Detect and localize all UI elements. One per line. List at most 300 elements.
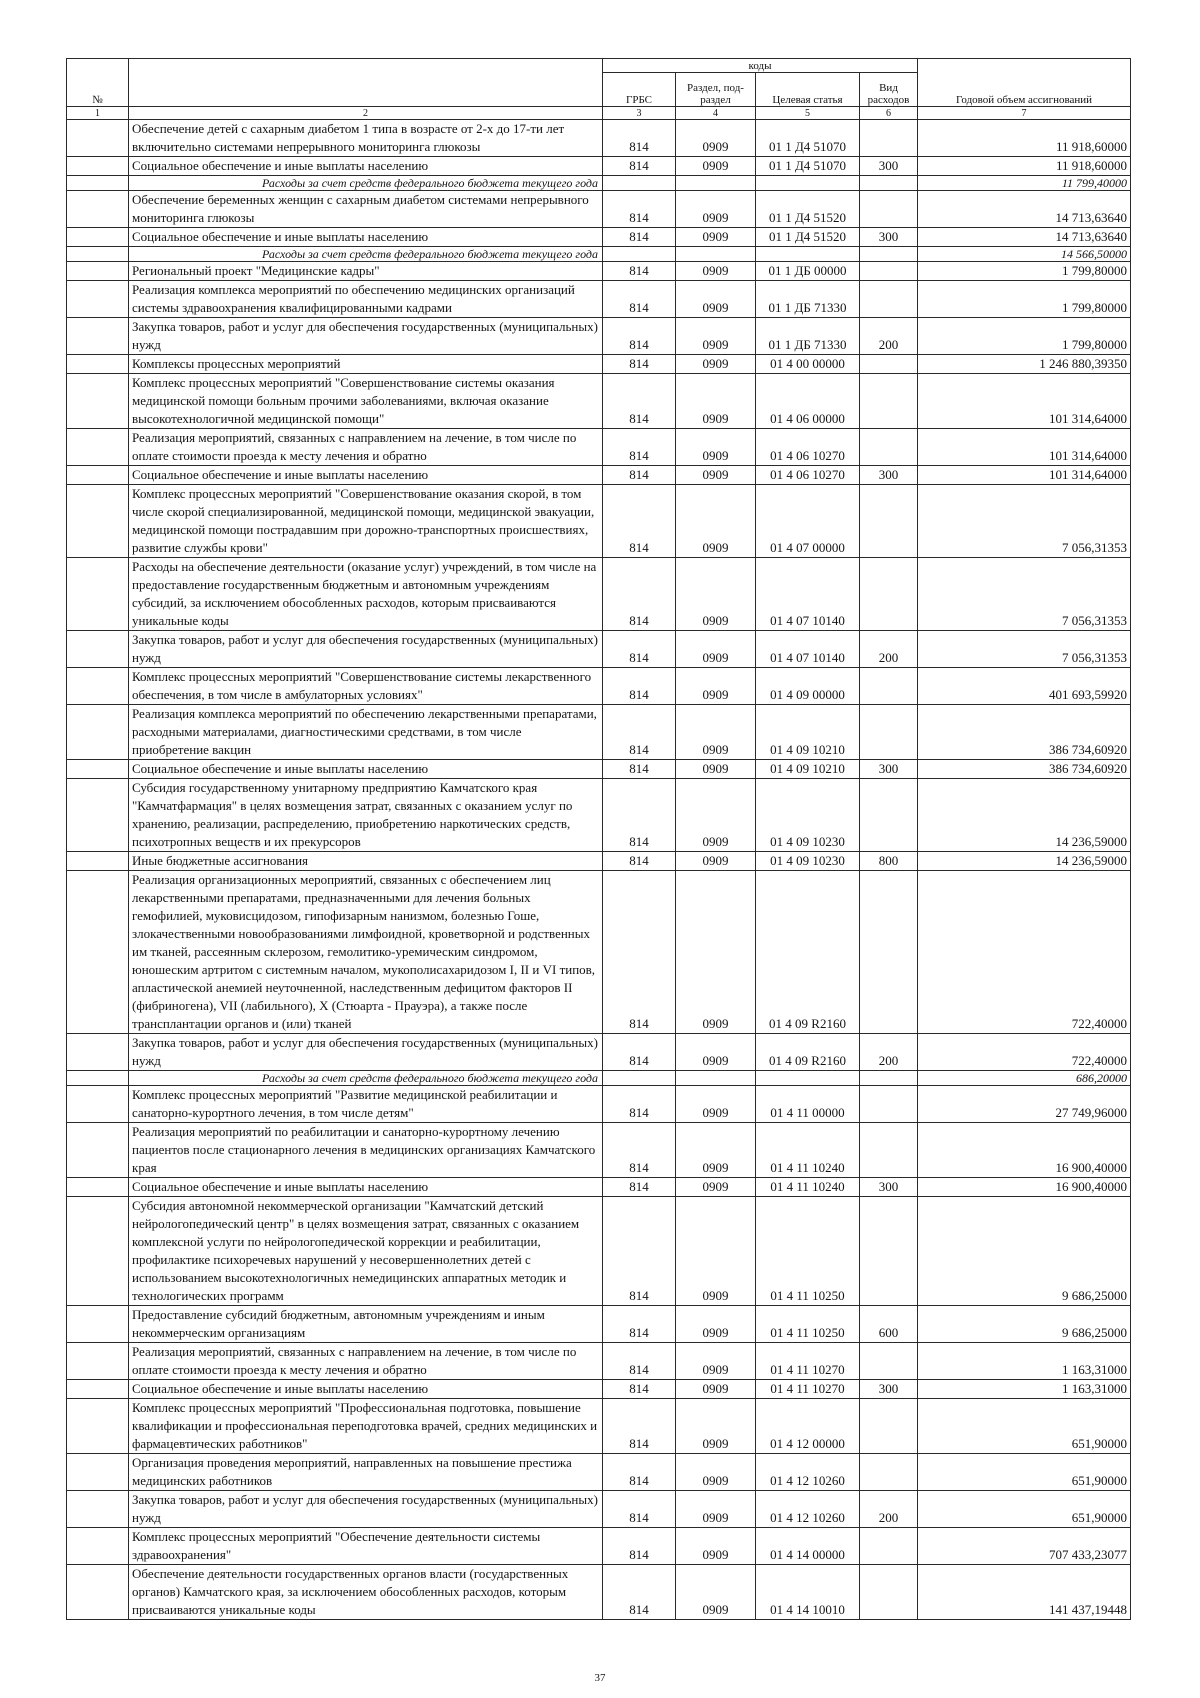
row-razdel: 0909 <box>676 1197 756 1306</box>
header-vid: Вид расходов <box>860 73 918 107</box>
row-vid <box>860 1343 918 1380</box>
row-grbs: 814 <box>603 429 676 466</box>
row-tselevaya <box>756 176 860 191</box>
row-description: Закупка товаров, работ и услуг для обеспечения государственных (муниципальных) нужд <box>129 1491 603 1528</box>
col-num: 3 <box>603 107 676 120</box>
row-description: Закупка товаров, работ и услуг для обеспечения государственных (муниципальных) нужд <box>129 1034 603 1071</box>
table-row <box>67 1034 1131 1071</box>
table-row <box>67 466 1131 485</box>
row-tselevaya: 01 4 12 10260 <box>756 1491 860 1528</box>
row-description: Расходы за счет средств федерального бюджета текущего года <box>129 176 603 191</box>
row-grbs: 814 <box>603 120 676 157</box>
column-number-row <box>67 107 1131 120</box>
row-description: Субсидия государственному унитарному предприятию Камчатского края "Камчатфармация" в целях возмещения затрат, связанных с оказанием услуг по хранению, реализации, распределению, приобретению наркотических средств, психотропных веществ и их прекурсоров <box>129 779 603 852</box>
row-tselevaya: 01 4 09 10230 <box>756 779 860 852</box>
row-number-cell <box>67 1565 129 1620</box>
row-number-cell <box>67 1178 129 1197</box>
row-vid <box>860 705 918 760</box>
row-grbs: 814 <box>603 281 676 318</box>
row-vid <box>860 668 918 705</box>
row-vid: 200 <box>860 631 918 668</box>
row-description: Комплекс процессных мероприятий "Обеспечение деятельности системы здравоохранения" <box>129 1528 603 1565</box>
row-description: Обеспечение деятельности государственных органов власти (государственных органов) Камчатского края, за исключением обособленных расходов, которым присваиваются уникальные коды <box>129 1565 603 1620</box>
table-row <box>67 1454 1131 1491</box>
row-amount: 11 918,60000 <box>918 157 1131 176</box>
row-description: Комплекс процессных мероприятий "Совершенствование оказания скорой, в том числе скорой специализированной, медицинской помощи, медицинской эвакуации, медицинской помощи пострадавшим при дорожно-транспортных происшествиях, развитие службы крови" <box>129 485 603 558</box>
table-body <box>67 120 1131 1620</box>
row-amount: 1 799,80000 <box>918 318 1131 355</box>
row-vid <box>860 262 918 281</box>
row-amount: 1 799,80000 <box>918 262 1131 281</box>
table-row <box>67 429 1131 466</box>
row-tselevaya: 01 4 07 10140 <box>756 631 860 668</box>
row-razdel: 0909 <box>676 281 756 318</box>
row-vid <box>860 429 918 466</box>
row-amount: 7 056,31353 <box>918 631 1131 668</box>
row-razdel: 0909 <box>676 318 756 355</box>
row-vid: 300 <box>860 760 918 779</box>
federal-budget-row <box>67 176 1131 191</box>
row-tselevaya: 01 4 11 10240 <box>756 1123 860 1178</box>
header-num: № <box>67 59 129 107</box>
row-vid: 300 <box>860 157 918 176</box>
row-number-cell <box>67 281 129 318</box>
row-vid <box>860 355 918 374</box>
row-description: Социальное обеспечение и иные выплаты населению <box>129 1380 603 1399</box>
row-amount: 141 437,19448 <box>918 1565 1131 1620</box>
row-description: Расходы за счет средств федерального бюджета текущего года <box>129 1071 603 1086</box>
row-grbs: 814 <box>603 485 676 558</box>
row-description: Расходы на обеспечение деятельности (оказание услуг) учреждений, в том числе на предоставление государственным бюджетным и автономным учреждениям субсидий, за исключением обособленных расходов, которым присваиваются уникальные коды <box>129 558 603 631</box>
row-tselevaya: 01 4 06 10270 <box>756 429 860 466</box>
row-amount: 101 314,64000 <box>918 374 1131 429</box>
row-description: Иные бюджетные ассигнования <box>129 852 603 871</box>
row-razdel: 0909 <box>676 485 756 558</box>
row-vid <box>860 120 918 157</box>
row-razdel: 0909 <box>676 1565 756 1620</box>
row-tselevaya: 01 4 09 10210 <box>756 705 860 760</box>
row-number-cell <box>67 157 129 176</box>
row-description: Реализация мероприятий, связанных с направлением на лечение, в том числе по оплате стоимости проезда к месту лечения и обратно <box>129 1343 603 1380</box>
row-number-cell <box>67 262 129 281</box>
row-vid <box>860 558 918 631</box>
row-tselevaya: 01 4 09 R2160 <box>756 871 860 1034</box>
row-amount: 11 799,40000 <box>918 176 1131 191</box>
row-description: Социальное обеспечение и иные выплаты населению <box>129 157 603 176</box>
table-row <box>67 852 1131 871</box>
col-num: 2 <box>129 107 603 120</box>
row-grbs: 814 <box>603 157 676 176</box>
row-razdel: 0909 <box>676 429 756 466</box>
header-razdel: Раздел, под-раздел <box>676 73 756 107</box>
row-amount: 1 799,80000 <box>918 281 1131 318</box>
row-tselevaya: 01 4 09 R2160 <box>756 1034 860 1071</box>
row-description: Социальное обеспечение и иные выплаты населению <box>129 228 603 247</box>
row-vid <box>860 1565 918 1620</box>
table-row <box>67 1399 1131 1454</box>
row-number-cell <box>67 1528 129 1565</box>
row-vid: 200 <box>860 1034 918 1071</box>
row-number-cell <box>67 852 129 871</box>
row-number-cell <box>67 120 129 157</box>
row-vid <box>860 1086 918 1123</box>
row-razdel: 0909 <box>676 1306 756 1343</box>
col-num: 6 <box>860 107 918 120</box>
row-tselevaya: 01 4 14 00000 <box>756 1528 860 1565</box>
row-razdel: 0909 <box>676 228 756 247</box>
row-amount: 686,20000 <box>918 1071 1131 1086</box>
row-tselevaya: 01 4 00 00000 <box>756 355 860 374</box>
row-vid <box>860 191 918 228</box>
table-row <box>67 1565 1131 1620</box>
row-grbs: 814 <box>603 871 676 1034</box>
row-grbs: 814 <box>603 374 676 429</box>
row-razdel: 0909 <box>676 871 756 1034</box>
row-vid <box>860 247 918 262</box>
row-vid <box>860 176 918 191</box>
row-razdel: 0909 <box>676 1034 756 1071</box>
table-row <box>67 262 1131 281</box>
row-razdel: 0909 <box>676 191 756 228</box>
row-tselevaya: 01 4 07 10140 <box>756 558 860 631</box>
table-row <box>67 1491 1131 1528</box>
row-grbs: 814 <box>603 1034 676 1071</box>
row-amount: 14 566,50000 <box>918 247 1131 262</box>
row-grbs: 814 <box>603 631 676 668</box>
row-description: Организация проведения мероприятий, направленных на повышение престижа медицинских работников <box>129 1454 603 1491</box>
header-grbs: ГРБС <box>603 73 676 107</box>
row-tselevaya: 01 1 Д4 51070 <box>756 120 860 157</box>
row-razdel <box>676 176 756 191</box>
col-num: 4 <box>676 107 756 120</box>
row-number-cell <box>67 705 129 760</box>
row-vid: 300 <box>860 466 918 485</box>
row-amount: 401 693,59920 <box>918 668 1131 705</box>
table-row <box>67 485 1131 558</box>
table-row <box>67 668 1131 705</box>
row-tselevaya: 01 4 11 10250 <box>756 1306 860 1343</box>
row-razdel: 0909 <box>676 1528 756 1565</box>
row-razdel: 0909 <box>676 1086 756 1123</box>
row-grbs: 814 <box>603 852 676 871</box>
row-grbs: 814 <box>603 760 676 779</box>
row-razdel <box>676 1071 756 1086</box>
row-razdel: 0909 <box>676 852 756 871</box>
row-razdel: 0909 <box>676 705 756 760</box>
row-vid <box>860 281 918 318</box>
row-description: Социальное обеспечение и иные выплаты населению <box>129 760 603 779</box>
row-amount: 1 246 880,39350 <box>918 355 1131 374</box>
row-grbs: 814 <box>603 1454 676 1491</box>
table-row <box>67 779 1131 852</box>
row-number-cell <box>67 1197 129 1306</box>
row-description: Обеспечение детей с сахарным диабетом 1 типа в возрасте от 2-х до 17-ти лет включительно системами непрерывного мониторинга глюкозы <box>129 120 603 157</box>
row-description: Региональный проект "Медицинские кадры" <box>129 262 603 281</box>
row-description: Закупка товаров, работ и услуг для обеспечения государственных (муниципальных) нужд <box>129 318 603 355</box>
row-vid: 300 <box>860 1178 918 1197</box>
row-description: Комплекс процессных мероприятий "Совершенствование системы лекарственного обеспечения, в том числе в амбулаторных условиях" <box>129 668 603 705</box>
row-description: Реализация мероприятий по реабилитации и санаторно-курортному лечению пациентов после стационарного лечения в медицинских организациях Камчатского края <box>129 1123 603 1178</box>
row-description: Реализация организационных мероприятий, связанных с обеспечением лиц лекарственными препаратами, предназначенными для лечения больных гемофилией, муковисцидозом, гипофизарным нанизмом, болезнью Гоше, злокачественными новообразованиями лимфоидной, кроветворной и родственных им тканей, рассеянным склерозом, гемолитико-уремическим синдромом, юношеским артритом с системным началом, мукополисахаридозом I, II и VI типов, апластической анемией неуточненной, наследственным дефицитом факторов II (фибриногена), VII (лабильного), X (Стюарта - Прауэра), а также после трансплантации органов и (или) тканей <box>129 871 603 1034</box>
table-row <box>67 228 1131 247</box>
row-grbs: 814 <box>603 1197 676 1306</box>
row-razdel: 0909 <box>676 120 756 157</box>
row-amount: 101 314,64000 <box>918 466 1131 485</box>
row-description: Социальное обеспечение и иные выплаты населению <box>129 466 603 485</box>
row-tselevaya: 01 4 11 10250 <box>756 1197 860 1306</box>
row-grbs: 814 <box>603 191 676 228</box>
row-razdel: 0909 <box>676 760 756 779</box>
row-number-cell <box>67 779 129 852</box>
row-number-cell <box>67 1086 129 1123</box>
row-vid <box>860 1454 918 1491</box>
row-amount: 722,40000 <box>918 871 1131 1034</box>
row-amount: 9 686,25000 <box>918 1197 1131 1306</box>
row-amount: 7 056,31353 <box>918 558 1131 631</box>
row-number-cell <box>67 429 129 466</box>
col-num: 5 <box>756 107 860 120</box>
row-amount: 7 056,31353 <box>918 485 1131 558</box>
row-number-cell <box>67 668 129 705</box>
row-number-cell <box>67 1454 129 1491</box>
row-amount: 9 686,25000 <box>918 1306 1131 1343</box>
row-tselevaya <box>756 1071 860 1086</box>
row-number-cell <box>67 355 129 374</box>
row-amount: 386 734,60920 <box>918 705 1131 760</box>
row-grbs <box>603 176 676 191</box>
row-number-cell <box>67 1343 129 1380</box>
row-razdel: 0909 <box>676 668 756 705</box>
row-amount: 16 900,40000 <box>918 1123 1131 1178</box>
row-tselevaya: 01 1 Д4 51070 <box>756 157 860 176</box>
row-amount: 651,90000 <box>918 1491 1131 1528</box>
row-number-cell <box>67 191 129 228</box>
table-row <box>67 1123 1131 1178</box>
row-number-cell <box>67 1034 129 1071</box>
row-grbs: 814 <box>603 1343 676 1380</box>
page-number: 37 <box>594 1672 606 1684</box>
row-vid: 300 <box>860 1380 918 1399</box>
row-tselevaya: 01 4 06 10270 <box>756 466 860 485</box>
row-amount: 707 433,23077 <box>918 1528 1131 1565</box>
row-number-cell <box>67 374 129 429</box>
row-description: Предоставление субсидий бюджетным, автономным учреждениям и иным некоммерческим организациям <box>129 1306 603 1343</box>
row-number-cell <box>67 558 129 631</box>
row-vid <box>860 1399 918 1454</box>
row-amount: 1 163,31000 <box>918 1343 1131 1380</box>
row-tselevaya: 01 1 ДБ 00000 <box>756 262 860 281</box>
table-row <box>67 120 1131 157</box>
header-description <box>129 59 603 107</box>
row-razdel: 0909 <box>676 558 756 631</box>
row-razdel: 0909 <box>676 1343 756 1380</box>
row-description: Комплекс процессных мероприятий "Развитие медицинской реабилитации и санаторно-курортного лечения, в том числе детям" <box>129 1086 603 1123</box>
row-grbs: 814 <box>603 1380 676 1399</box>
row-amount: 386 734,60920 <box>918 760 1131 779</box>
row-amount: 1 163,31000 <box>918 1380 1131 1399</box>
table-row <box>67 1178 1131 1197</box>
table-row <box>67 1343 1131 1380</box>
row-description: Комплексы процессных мероприятий <box>129 355 603 374</box>
row-grbs: 814 <box>603 262 676 281</box>
row-vid <box>860 485 918 558</box>
row-tselevaya: 01 4 06 00000 <box>756 374 860 429</box>
row-vid <box>860 871 918 1034</box>
row-grbs: 814 <box>603 1306 676 1343</box>
row-razdel: 0909 <box>676 1123 756 1178</box>
row-grbs: 814 <box>603 1086 676 1123</box>
row-amount: 651,90000 <box>918 1454 1131 1491</box>
row-amount: 14 236,59000 <box>918 852 1131 871</box>
row-amount: 651,90000 <box>918 1399 1131 1454</box>
table-row <box>67 871 1131 1034</box>
row-razdel: 0909 <box>676 466 756 485</box>
document-page <box>66 58 1130 1658</box>
row-number-cell <box>67 318 129 355</box>
row-grbs: 814 <box>603 318 676 355</box>
table-row <box>67 281 1131 318</box>
row-description: Реализация мероприятий, связанных с направлением на лечение, в том числе по оплате стоимости проезда к месту лечения и обратно <box>129 429 603 466</box>
table-row <box>67 558 1131 631</box>
row-number-cell <box>67 247 129 262</box>
table-row <box>67 1197 1131 1306</box>
row-amount: 14 236,59000 <box>918 779 1131 852</box>
row-description: Расходы за счет средств федерального бюджета текущего года <box>129 247 603 262</box>
row-description: Комплекс процессных мероприятий "Совершенствование системы оказания медицинской помощи больным прочими заболеваниями, включая оказание высокотехнологичной медицинской помощи" <box>129 374 603 429</box>
row-razdel: 0909 <box>676 355 756 374</box>
row-razdel: 0909 <box>676 631 756 668</box>
federal-budget-row <box>67 1071 1131 1086</box>
row-grbs: 814 <box>603 355 676 374</box>
row-tselevaya: 01 4 11 00000 <box>756 1086 860 1123</box>
row-amount: 16 900,40000 <box>918 1178 1131 1197</box>
row-amount: 722,40000 <box>918 1034 1131 1071</box>
table-row <box>67 1380 1131 1399</box>
row-grbs: 814 <box>603 1123 676 1178</box>
federal-budget-row <box>67 247 1131 262</box>
row-tselevaya: 01 4 11 10270 <box>756 1380 860 1399</box>
row-vid: 200 <box>860 1491 918 1528</box>
row-tselevaya: 01 1 Д4 51520 <box>756 191 860 228</box>
row-vid: 800 <box>860 852 918 871</box>
row-number-cell <box>67 1491 129 1528</box>
row-tselevaya: 01 4 09 00000 <box>756 668 860 705</box>
table-row <box>67 1306 1131 1343</box>
header-codes: коды <box>603 59 918 73</box>
row-grbs: 814 <box>603 1565 676 1620</box>
row-grbs: 814 <box>603 1399 676 1454</box>
table-row <box>67 631 1131 668</box>
row-vid <box>860 779 918 852</box>
row-tselevaya <box>756 247 860 262</box>
row-number-cell <box>67 760 129 779</box>
row-grbs: 814 <box>603 466 676 485</box>
row-amount: 14 713,63640 <box>918 191 1131 228</box>
row-tselevaya: 01 1 ДБ 71330 <box>756 281 860 318</box>
row-razdel: 0909 <box>676 1454 756 1491</box>
row-number-cell <box>67 176 129 191</box>
row-grbs: 814 <box>603 228 676 247</box>
table-row <box>67 1086 1131 1123</box>
row-description: Субсидия автономной некоммерческой организации "Камчатский детский нейрологопедический центр" в целях возмещения затрат, связанных с оказанием комплексной услуги по нейрологопедической коррекции и реабилитации, профилактике психоречевых нарушений у несовершеннолетних детей с использованием высокотехнологичных немедицинских аппаратных методик и технологических программ <box>129 1197 603 1306</box>
row-tselevaya: 01 4 07 00000 <box>756 485 860 558</box>
row-razdel: 0909 <box>676 157 756 176</box>
row-vid <box>860 1071 918 1086</box>
row-amount: 101 314,64000 <box>918 429 1131 466</box>
row-tselevaya: 01 1 Д4 51520 <box>756 228 860 247</box>
table-row <box>67 705 1131 760</box>
row-number-cell <box>67 631 129 668</box>
row-description: Закупка товаров, работ и услуг для обеспечения государственных (муниципальных) нужд <box>129 631 603 668</box>
budget-table <box>66 58 1131 1620</box>
row-grbs: 814 <box>603 558 676 631</box>
row-description: Реализация комплекса мероприятий по обеспечению медицинских организаций системы здравоохранения квалифицированными кадрами <box>129 281 603 318</box>
header-volume: Годовой объем ассигнований <box>918 59 1131 107</box>
row-number-cell <box>67 1071 129 1086</box>
row-grbs: 814 <box>603 705 676 760</box>
row-number-cell <box>67 1123 129 1178</box>
row-razdel: 0909 <box>676 1178 756 1197</box>
row-vid <box>860 1123 918 1178</box>
row-vid <box>860 1528 918 1565</box>
row-razdel: 0909 <box>676 262 756 281</box>
row-grbs: 814 <box>603 779 676 852</box>
row-tselevaya: 01 4 11 10240 <box>756 1178 860 1197</box>
row-grbs: 814 <box>603 1528 676 1565</box>
row-vid: 300 <box>860 228 918 247</box>
table-row <box>67 760 1131 779</box>
row-grbs <box>603 247 676 262</box>
row-number-cell <box>67 1380 129 1399</box>
row-number-cell <box>67 228 129 247</box>
row-grbs: 814 <box>603 1178 676 1197</box>
row-razdel: 0909 <box>676 779 756 852</box>
row-tselevaya: 01 1 ДБ 71330 <box>756 318 860 355</box>
row-tselevaya: 01 4 09 10210 <box>756 760 860 779</box>
row-grbs: 814 <box>603 668 676 705</box>
row-vid: 200 <box>860 318 918 355</box>
table-row <box>67 318 1131 355</box>
row-razdel: 0909 <box>676 1380 756 1399</box>
table-row <box>67 191 1131 228</box>
row-tselevaya: 01 4 11 10270 <box>756 1343 860 1380</box>
row-amount: 14 713,63640 <box>918 228 1131 247</box>
row-razdel: 0909 <box>676 1399 756 1454</box>
table-row <box>67 1528 1131 1565</box>
row-razdel <box>676 247 756 262</box>
row-number-cell <box>67 1399 129 1454</box>
row-amount: 11 918,60000 <box>918 120 1131 157</box>
row-number-cell <box>67 466 129 485</box>
col-num: 7 <box>918 107 1131 120</box>
row-grbs <box>603 1071 676 1086</box>
header-tselevaya: Целевая статья <box>756 73 860 107</box>
row-tselevaya: 01 4 12 10260 <box>756 1454 860 1491</box>
row-number-cell <box>67 871 129 1034</box>
row-vid: 600 <box>860 1306 918 1343</box>
row-amount: 27 749,96000 <box>918 1086 1131 1123</box>
row-tselevaya: 01 4 09 10230 <box>756 852 860 871</box>
row-razdel: 0909 <box>676 374 756 429</box>
row-description: Обеспечение беременных женщин с сахарным диабетом системами непрерывного мониторинга глюкозы <box>129 191 603 228</box>
row-vid <box>860 1197 918 1306</box>
row-number-cell <box>67 485 129 558</box>
col-num: 1 <box>67 107 129 120</box>
row-tselevaya: 01 4 14 10010 <box>756 1565 860 1620</box>
table-row <box>67 157 1131 176</box>
row-description: Комплекс процессных мероприятий "Профессиональная подготовка, повышение квалификации и профессиональная переподготовка врачей, средних медицинских и фармацевтических работников" <box>129 1399 603 1454</box>
row-description: Реализация комплекса мероприятий по обеспечению лекарственными препаратами, расходными материалами, диагностическими средствами, в том числе приобретение вакцин <box>129 705 603 760</box>
